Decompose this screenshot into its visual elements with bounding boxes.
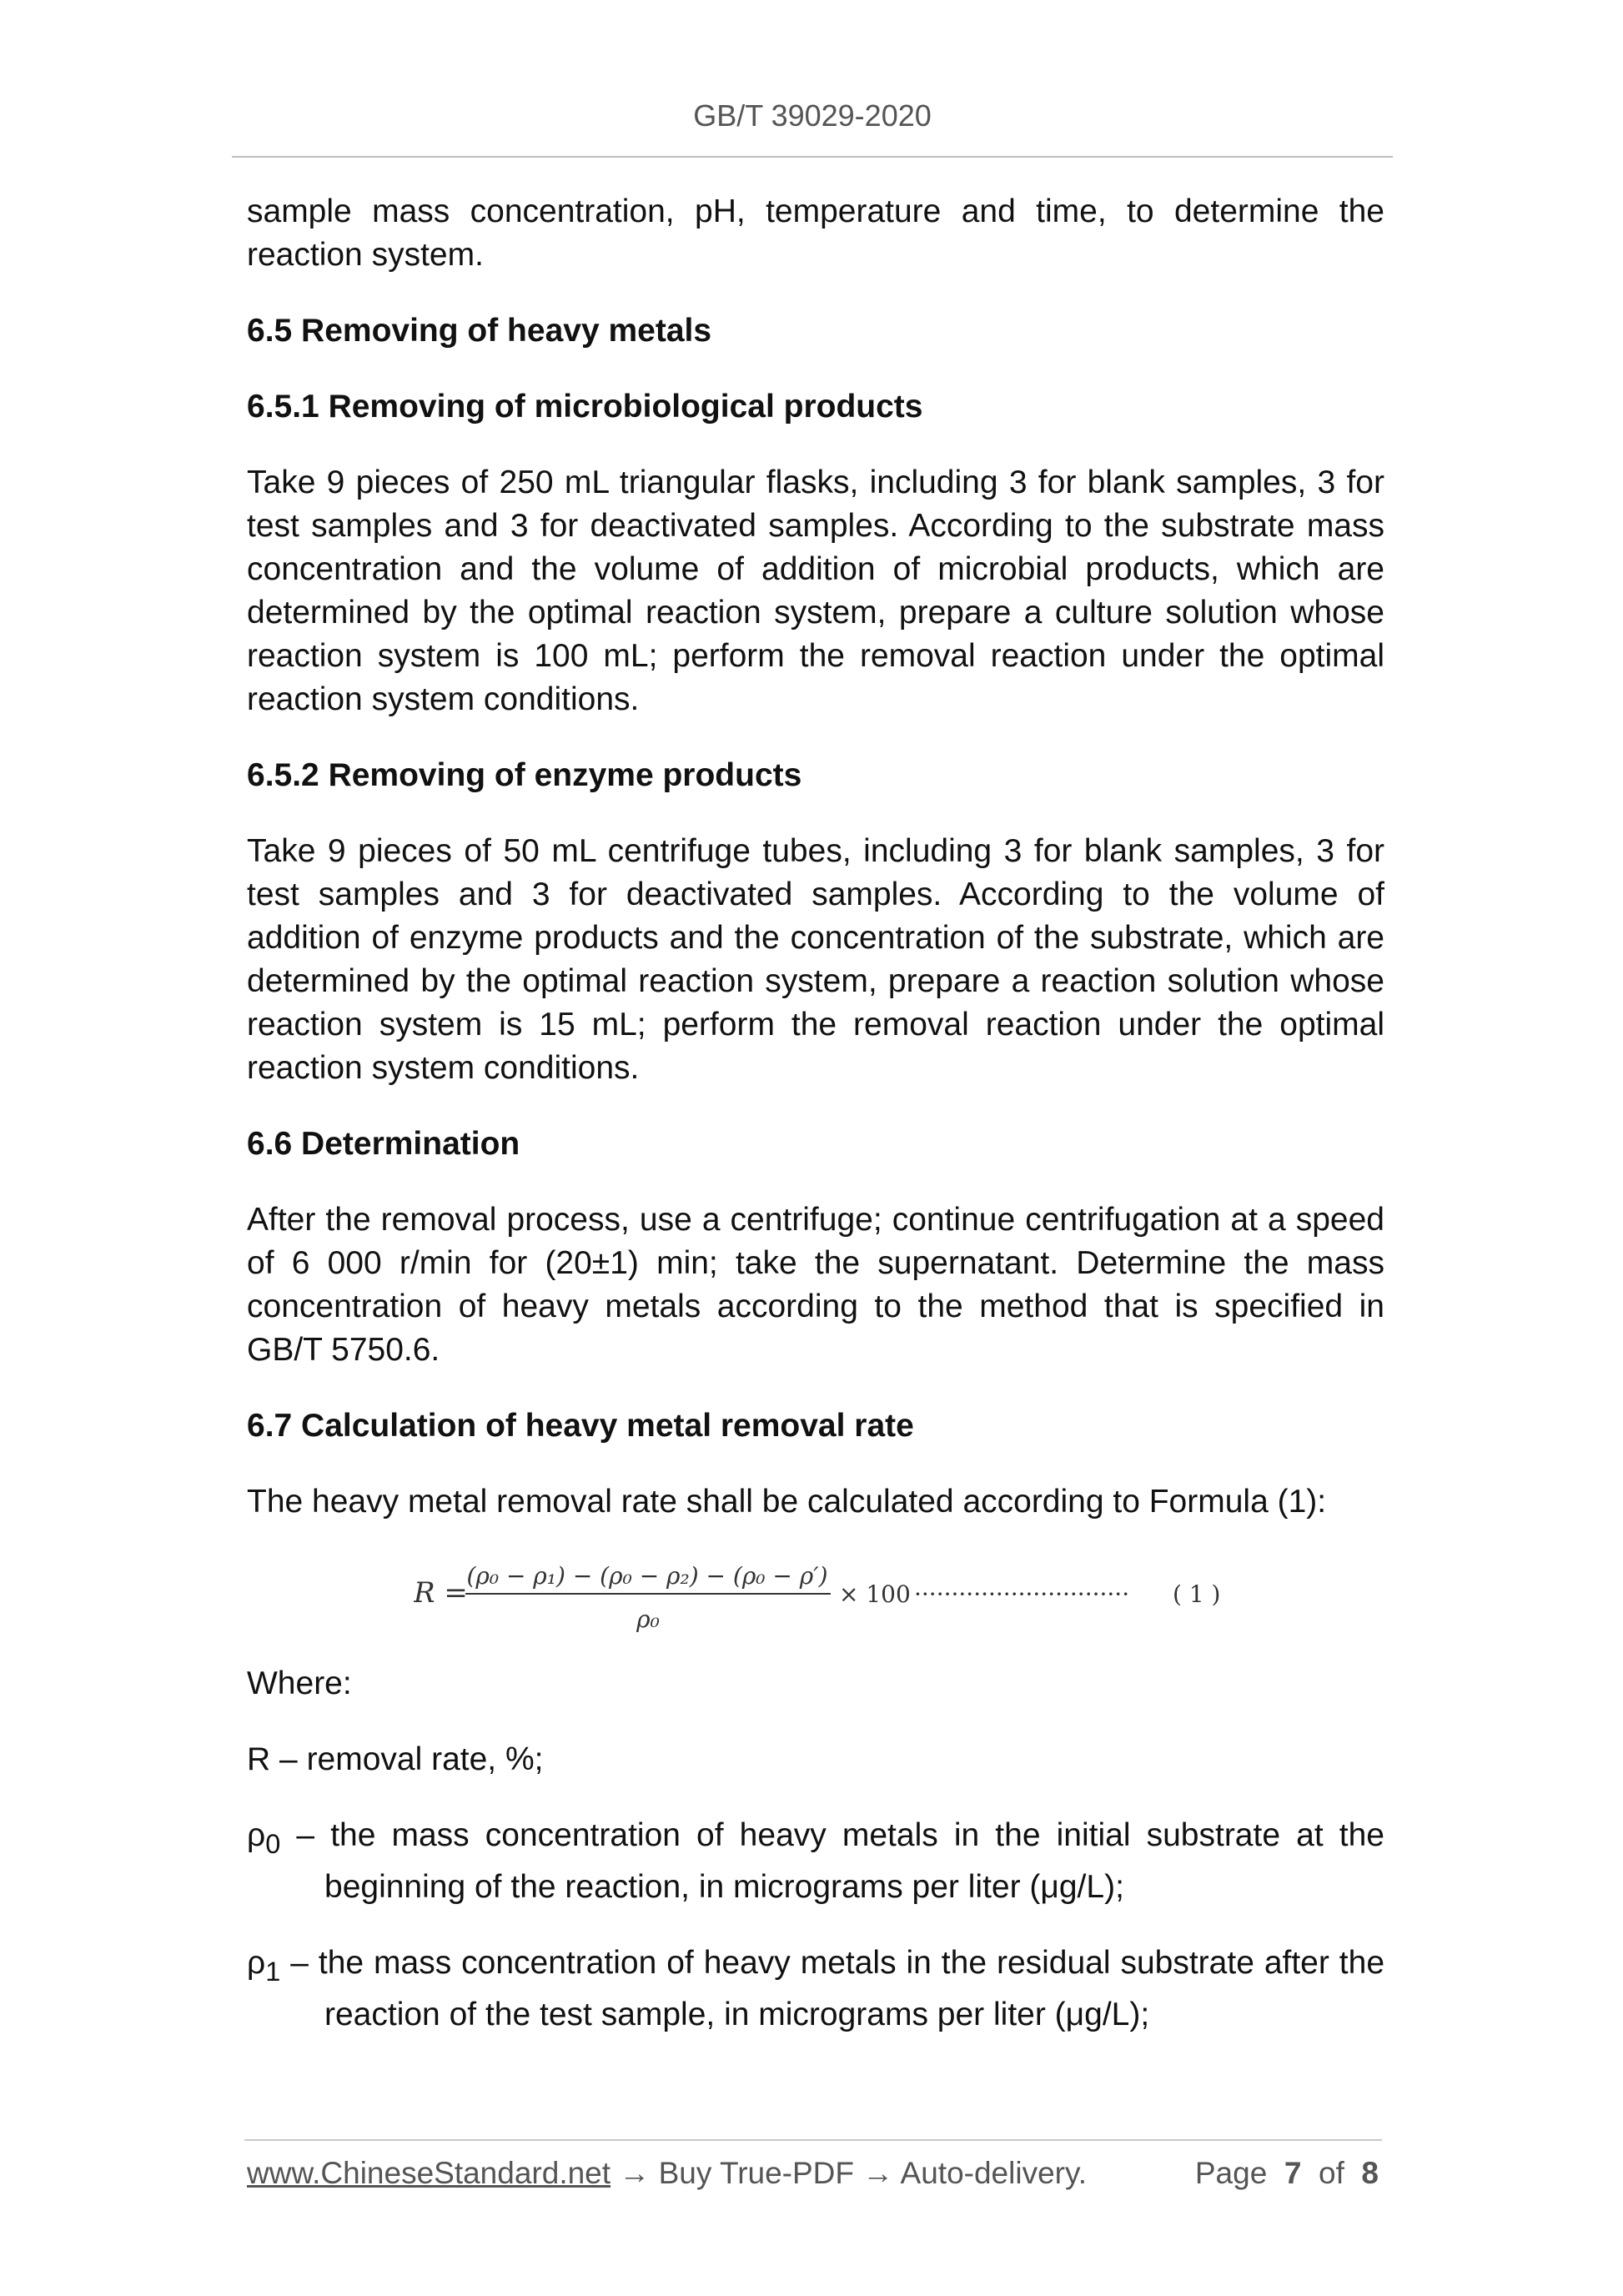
definition-rho1: $\rho_1$ – the mass concentration of heavy metals in the residual substrate after the reaction of the test sample, in micrograms per liter (μg/L); <box>247 1944 1385 2032</box>
definition-symbol: R <box>247 1741 271 1777</box>
formula-multiplier: × 100 <box>839 1580 911 1608</box>
paragraph-6-7: The heavy metal removal rate shall be calculated according to Formula (1): <box>247 1484 1327 1520</box>
definition-text: the mass concentration of heavy metals in the residual substrate after the reaction of the test sample, in micrograms per liter (μg/L); <box>318 1944 1385 2032</box>
definition-rho0: $\rho_0$ – the mass concentration of heavy metals in the initial substrate at the beginning of the reaction, in micrograms per liter (μg/L); <box>247 1817 1384 1905</box>
section-heading-6-7: 6.7 Calculation of heavy metal removal rate <box>247 1408 914 1444</box>
formula-lhs: R = <box>414 1576 468 1610</box>
buy-text: Buy True-PDF <box>658 2156 855 2190</box>
arrow-icon: → <box>619 2156 651 2190</box>
definition-symbol: $\rho_0$ <box>247 1817 281 1859</box>
arrow-icon: → <box>862 2156 894 2190</box>
header-divider <box>232 156 1393 158</box>
paragraph-6-5-2: Take 9 pieces of 50 mL centrifuge tubes, including 3 for blank samples, 3 for test samples and 3 for deactivated samples. According to the volume of addition of enzyme products and the concentration of the substrate, which are determined by the optimal reaction system, prepare a reaction solution whose reaction system is 15 mL; perform the removal reaction under the optimal reaction system conditions. <box>247 833 1384 1086</box>
page-footer <box>247 2156 1384 2198</box>
paragraph-6-5-1: Take 9 pieces of 250 mL triangular flasks, including 3 for blank samples, 3 for test samples and 3 for deactivated samples. According to the substrate mass concentration and the volume of addition of microbial products, which are determined by the optimal reaction system, prepare a culture solution whose reaction system is 100 mL; perform the removal reaction under the optimal reaction system conditions. <box>247 465 1384 717</box>
page-total: 8 <box>1361 2156 1379 2190</box>
section-heading-6-5-1: 6.5.1 Removing of microbiological products <box>247 389 923 425</box>
formula-leader: ····························· <box>914 1580 1130 1608</box>
formula-denominator: ρ₀ <box>636 1605 660 1633</box>
footer-divider <box>244 2139 1382 2141</box>
page-header: GB/T 39029-2020 <box>693 98 932 133</box>
formula-numerator: (ρ₀ − ρ₁) − (ρ₀ − ρ₂) − (ρ₀ − ρ′) <box>466 1562 828 1590</box>
site-link[interactable]: www.ChineseStandard.net <box>247 2156 611 2190</box>
page-current: 7 <box>1284 2156 1302 2190</box>
section-heading-6-6: 6.6 Determination <box>247 1126 520 1162</box>
formula-1 <box>247 1544 1384 1644</box>
definition-text: removal rate, %; <box>306 1741 544 1777</box>
definition-r: R – removal rate, %; <box>247 1741 544 1777</box>
section-heading-6-5: 6.5 Removing of heavy metals <box>247 313 712 349</box>
formula-number: ( 1 ) <box>1173 1580 1221 1608</box>
page-content <box>247 190 1384 2037</box>
where-label: Where: <box>247 1665 352 1701</box>
section-heading-6-5-2: 6.5.2 Removing of enzyme products <box>247 757 802 793</box>
delivery-text: Auto-delivery. <box>900 2156 1088 2190</box>
paragraph-6-6: After the removal process, use a centrifuge; continue centrifugation at a speed of 6 000 r/min for (20±1) min; take the supernatant. Determine the mass concentration of heavy metals according to the method that is specified in GB/T 5750.6. <box>247 1202 1384 1368</box>
page-number: Page 7 of 8 <box>1194 2156 1379 2190</box>
definition-symbol: $\rho_1$ <box>247 1944 281 1987</box>
definition-text: the mass concentration of heavy metals in the initial substrate at the beginning of the reaction, in micrograms per liter (μg/L); <box>324 1817 1384 1905</box>
intro-paragraph: sample mass concentration, pH, temperature and time, to determine the reaction system. <box>247 193 1384 273</box>
